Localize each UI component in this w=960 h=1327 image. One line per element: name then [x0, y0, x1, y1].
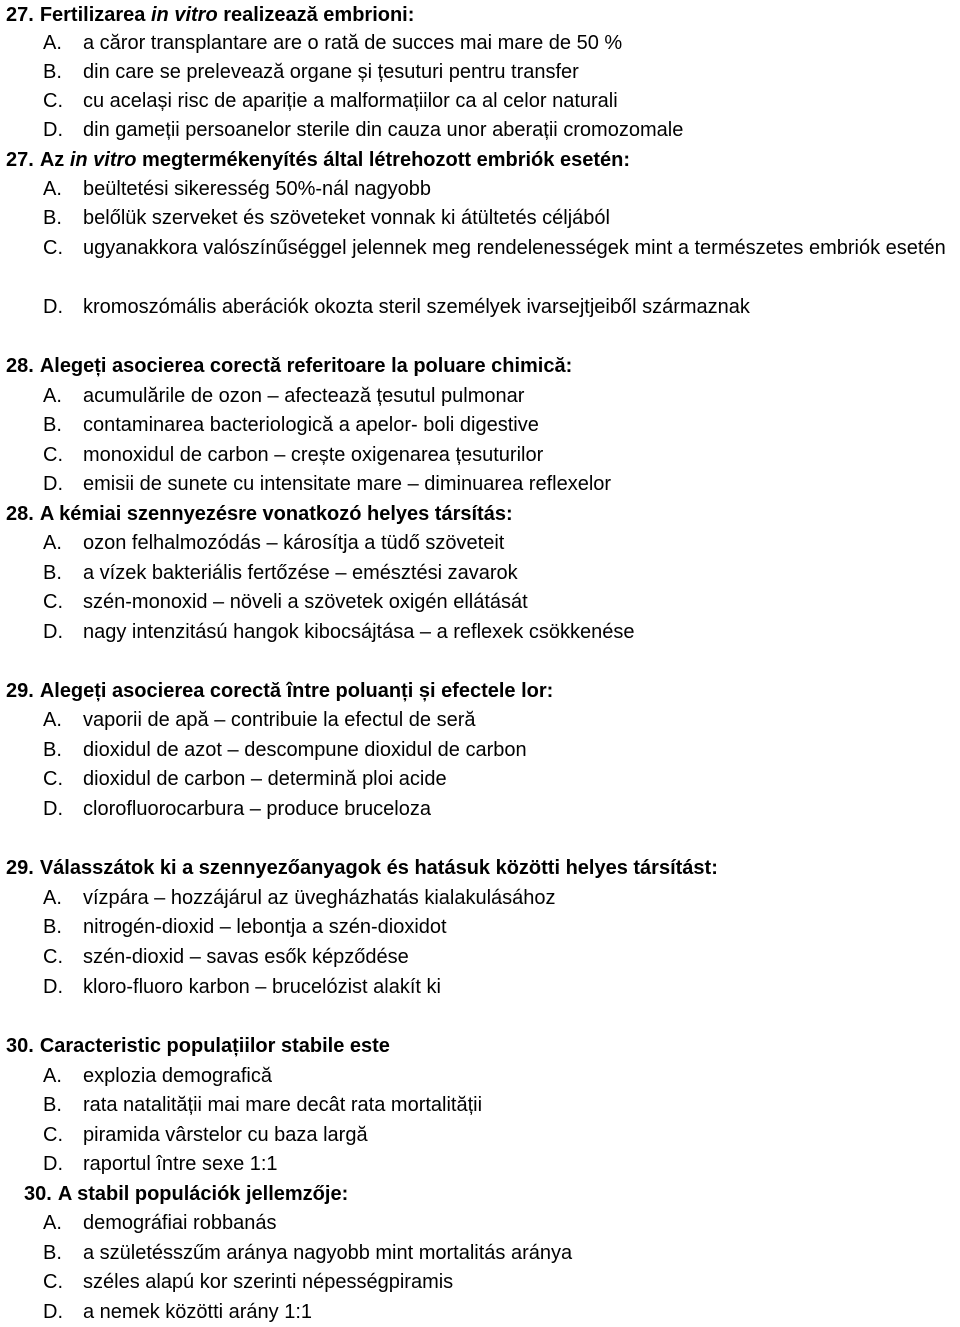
question-number: 30.: [24, 1183, 52, 1205]
answer-option: D. raportul între sexe 1:1: [43, 1153, 278, 1175]
answer-option: C. piramida vârstelor cu baza largă: [43, 1124, 368, 1146]
answer-option: C. széles alapú kor szerinti népességpiramis: [43, 1271, 454, 1293]
answer-option: B. dioxidul de azot – descompune dioxidul de carbon: [43, 739, 527, 761]
answer-option: A. a căror transplantare are o rată de succes mai mare de 50 %: [43, 32, 623, 54]
answer-option: B. nitrogén-dioxid – lebontja a szén-dioxidot: [43, 916, 447, 938]
question-title: 28. A kémiai szennyezésre vonatkozó helyes társítás:: [6, 503, 513, 525]
answer-option: C. monoxidul de carbon – crește oxigenarea țesuturilor: [43, 444, 544, 466]
question-title: 29. Alegeți asocierea corectă între poluanți și efectele lor:: [6, 680, 554, 702]
question-title: 27. Az in vitro megtermékenyítés által létrehozott embriók esetén:: [6, 149, 630, 171]
question-number: 30.: [6, 1035, 34, 1057]
answer-option: D. emisii de sunete cu intensitate mare – diminuarea reflexelor: [43, 473, 612, 495]
answer-option: D. nagy intenzitású hangok kibocsájtása – a reflexek csökkenése: [43, 621, 635, 643]
answer-option: C. szén-dioxid – savas esők képződése: [43, 946, 409, 968]
answer-option: A. beültetési sikeresség 50%-nál nagyobb: [43, 178, 431, 200]
question-title: 28. Alegeți asocierea corectă referitoare la poluare chimică:: [6, 355, 573, 377]
answer-option: C. cu același risc de apariție a malformațiilor ca al celor naturali: [43, 90, 618, 112]
question-title: 30. Caracteristic populațiilor stabile este: [6, 1035, 390, 1057]
question-number: 29.: [6, 680, 34, 702]
answer-option: B. din care se prelevează organe și țesuturi pentru transfer: [43, 61, 579, 83]
answer-option: A. acumulările de ozon – afectează țesutul pulmonar: [43, 385, 525, 407]
answer-option: C. ugyanakkora valószínűséggel jelennek meg rendelenességek mint a természetes embriók esetén: [43, 237, 946, 259]
question-title: 29. Válasszátok ki a szennyezőanyagok és hatásuk közötti helyes társítást:: [6, 857, 718, 879]
answer-option: A. vízpára – hozzájárul az üvegházhatás kialakulásához: [43, 887, 556, 909]
question-title: 30. A stabil populációk jellemzője:: [24, 1183, 349, 1205]
answer-option: D. kromoszómális aberációk okozta steril személyek ivarsejtjeiből származnak: [43, 296, 750, 318]
answer-option: D. a nemek közötti arány 1:1: [43, 1301, 313, 1323]
answer-option: A. ozon felhalmozódás – károsítja a tüdő szöveteit: [43, 532, 505, 554]
answer-option: D. clorofluorocarbura – produce bruceloza: [43, 798, 431, 820]
answer-option: C. dioxidul de carbon – determină ploi acide: [43, 768, 447, 790]
answer-option: A. demográfiai robbanás: [43, 1212, 277, 1234]
answer-option: B. belőlük szerveket és szöveteket vonnak ki átültetés céljából: [43, 207, 610, 229]
question-number: 28.: [6, 355, 34, 377]
answer-option: A. explozia demografică: [43, 1065, 272, 1087]
answer-option: B. a vízek bakteriális fertőzése – emésztési zavarok: [43, 562, 518, 584]
answer-option: B. contaminarea bacteriologică a apelor- boli digestive: [43, 414, 539, 436]
answer-option: D. din gameții persoanelor sterile din cauza unor aberații cromozomale: [43, 119, 684, 141]
answer-option: B. rata natalității mai mare decât rata mortalității: [43, 1094, 483, 1116]
question-number: 28.: [6, 503, 34, 525]
question-title: 27. Fertilizarea in vitro realizează embrioni:: [6, 4, 415, 26]
question-number: 29.: [6, 857, 34, 879]
answer-option: D. kloro-fluoro karbon – brucelózist alakít ki: [43, 976, 441, 998]
question-number: 27.: [6, 149, 34, 171]
answer-option: B. a születésszűm aránya nagyobb mint mortalitás aránya: [43, 1242, 573, 1264]
answer-option: C. szén-monoxid – növeli a szövetek oxigén ellátását: [43, 591, 528, 613]
question-number: 27.: [6, 4, 34, 26]
answer-option: A. vaporii de apă – contribuie la efectul de seră: [43, 709, 476, 731]
